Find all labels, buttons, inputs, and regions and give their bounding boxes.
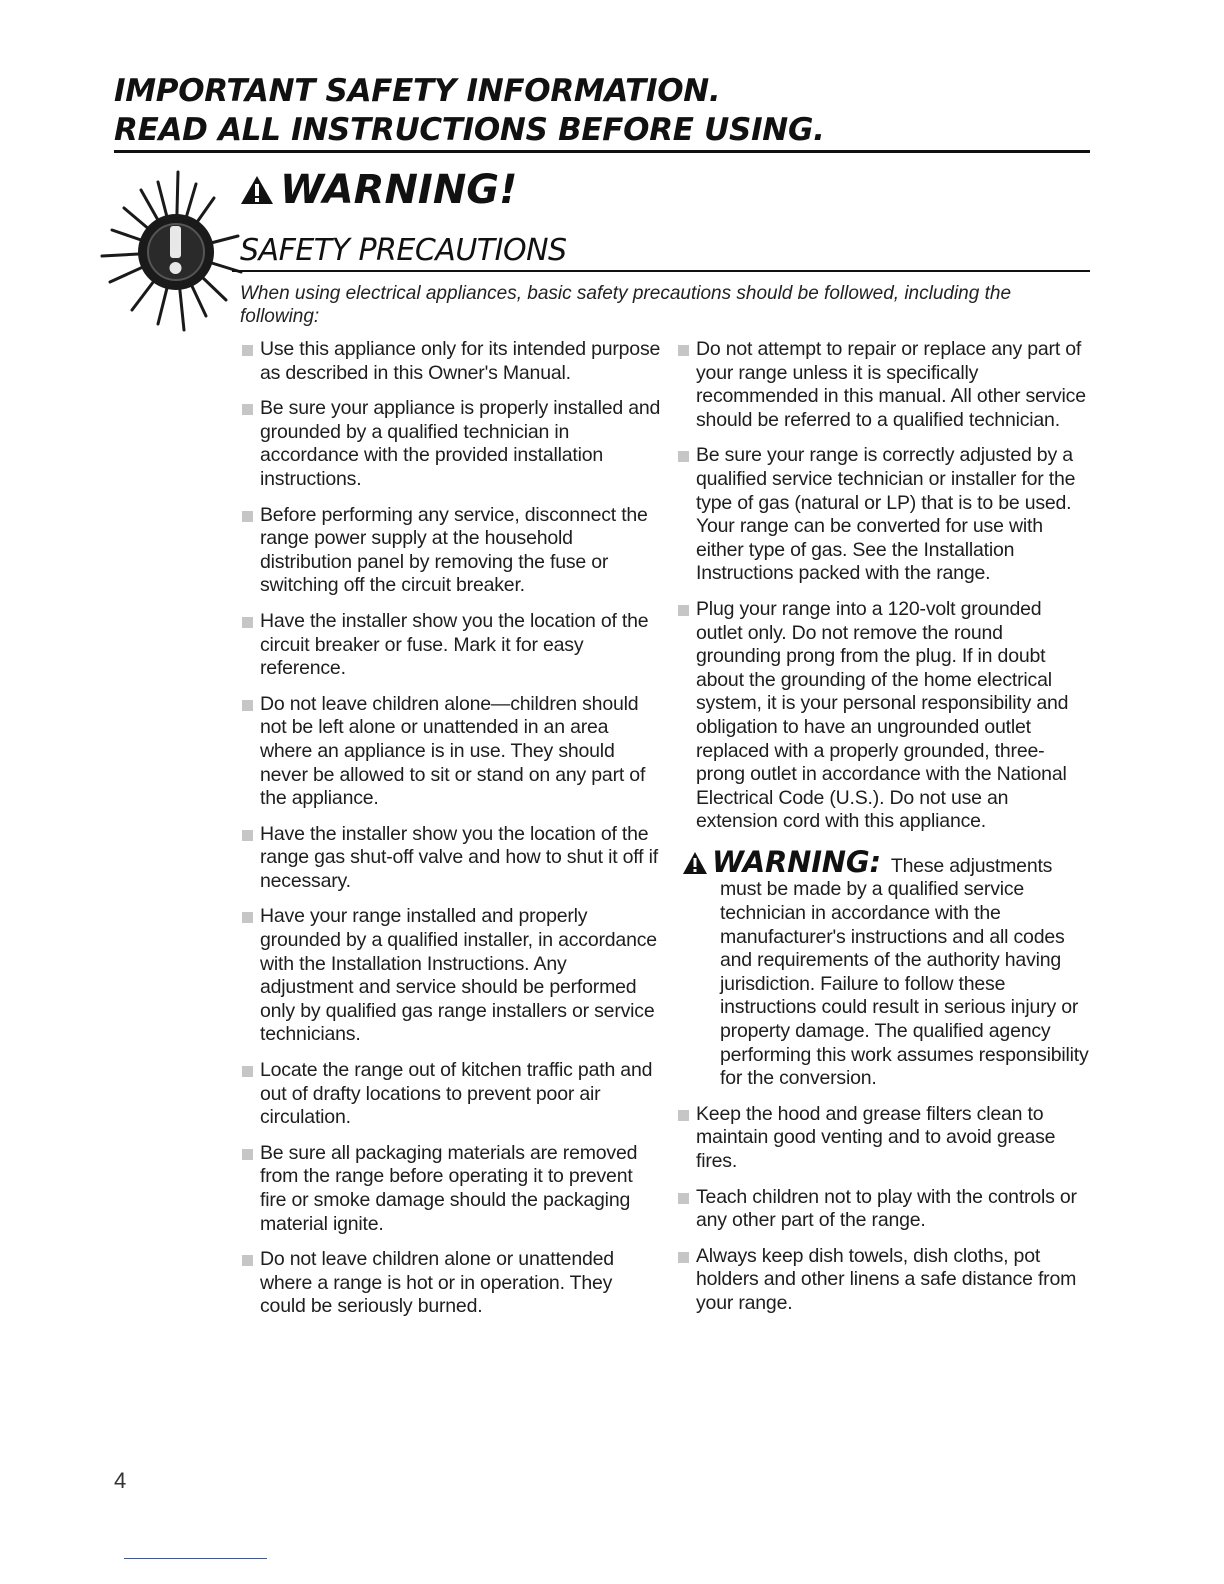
bullet-square-icon (242, 830, 253, 841)
warning-title-text: WARNING! (280, 167, 518, 213)
list-item: Use this appliance only for its intended purpose as described in this Owner's Manual. (242, 338, 662, 385)
section-title: SAFETY PRECAUTIONS (240, 233, 567, 268)
inline-warning-head (682, 846, 1090, 879)
list-item: Always keep dish towels, dish cloths, pot holders and other linens a safe distance from your range. (678, 1245, 1090, 1316)
list-item: Locate the range out of kitchen traffic path and out of drafty locations to prevent poor air circulation. (242, 1059, 662, 1130)
header-line-1: IMPORTANT SAFETY INFORMATION. (114, 73, 721, 109)
list-item: Be sure your appliance is properly installed and grounded by a qualified technician in accordance with the provided installation instructions. (242, 397, 662, 491)
bullet-square-icon (678, 605, 689, 616)
bullet-square-icon (678, 345, 689, 356)
warning-triangle-icon (240, 174, 274, 206)
bullet-square-icon (242, 912, 253, 923)
warning-burst-icon (96, 160, 246, 340)
bullet-square-icon (242, 345, 253, 356)
bullet-square-icon (242, 404, 253, 415)
bullet-square-icon (242, 1149, 253, 1160)
list-item: Have the installer show you the location of the range gas shut-off valve and how to shut it off if necessary. (242, 823, 662, 894)
bullet-square-icon (242, 1255, 253, 1266)
bullet-square-icon (242, 1066, 253, 1077)
intro-text: When using electrical appliances, basic safety precautions should be followed, including the following: (240, 283, 1012, 327)
bullet-square-icon (242, 511, 253, 522)
inline-warning (682, 846, 1090, 1091)
bullet-square-icon (242, 617, 253, 628)
section-divider (232, 270, 1090, 272)
page-number: 4 (114, 1468, 127, 1493)
right-column (678, 338, 1090, 1328)
list-item: Do not leave children alone or unattended where a range is hot or in operation. They could be seriously burned. (242, 1248, 662, 1319)
list-item: Be sure your range is correctly adjusted by a qualified service technician or installer for the type of gas (natural or LP) that is to be used. Your range can be converted for use with either type of gas. See the Installation Instructions packed with the range. (678, 444, 1090, 586)
bullet-square-icon (678, 1110, 689, 1121)
list-item: Teach children not to play with the controls or any other part of the range. (678, 1186, 1090, 1233)
footer-link-underline (124, 1558, 267, 1559)
inline-warning-body: must be made by a qualified service technician in accordance with the manufacturer's instructions and all codes and requirements of the authority having jurisdiction. Failure to follow these instructions could result in serious injury or property damage. The qualified agency performing this work assumes responsibility for the conversion. (720, 878, 1089, 1090)
bullet-square-icon (242, 700, 253, 711)
list-item: Keep the hood and grease filters clean to maintain good venting and to avoid grease fires. (678, 1103, 1090, 1174)
list-item: Have the installer show you the location of the circuit breaker or fuse. Mark it for easy reference. (242, 610, 662, 681)
left-column (242, 338, 662, 1331)
list-item: Before performing any service, disconnect the range power supply at the household distribution panel by removing the fuse or switching off the circuit breaker. (242, 504, 662, 598)
header-line-2: READ ALL INSTRUCTIONS BEFORE USING. (114, 112, 825, 148)
inline-warning-label: WARNING: (712, 844, 881, 879)
list-item: Be sure all packaging materials are removed from the range before operating it to prevent fire or smoke damage should the packaging material ignite. (242, 1142, 662, 1236)
bullet-square-icon (678, 1252, 689, 1263)
header-divider (114, 150, 1090, 153)
list-item: Do not leave children alone—children should not be left alone or unattended in an area where an appliance is in use. They should never be allowed to sit or stand on any part of the appliance. (242, 693, 662, 811)
inline-warning-lead: These adjustments (890, 854, 1053, 877)
bullet-square-icon (678, 1193, 689, 1204)
list-item: Do not attempt to repair or replace any part of your range unless it is specifically recommended in this manual. All other service should be referred to a qualified technician. (678, 338, 1090, 432)
list-item: Have your range installed and properly grounded by a qualified installer, in accordance with the Installation Instructions. Any adjustment and service should be performed only by qualified gas range installers or service technicians. (242, 905, 662, 1047)
warning-triangle-icon (682, 851, 708, 875)
list-item: Plug your range into a 120-volt grounded outlet only. Do not remove the round grounding prong from the plug. If in doubt about the grounding of the home electrical system, it is your personal responsibility and obligation to have an ungrounded outlet replaced with a properly grounded, three-prong outlet in accordance with the National Electrical Code (U.S.). Do not use an extension cord with this appliance. (678, 598, 1090, 834)
warning-title (240, 166, 517, 214)
bullet-square-icon (678, 451, 689, 462)
page-header (114, 72, 1090, 150)
